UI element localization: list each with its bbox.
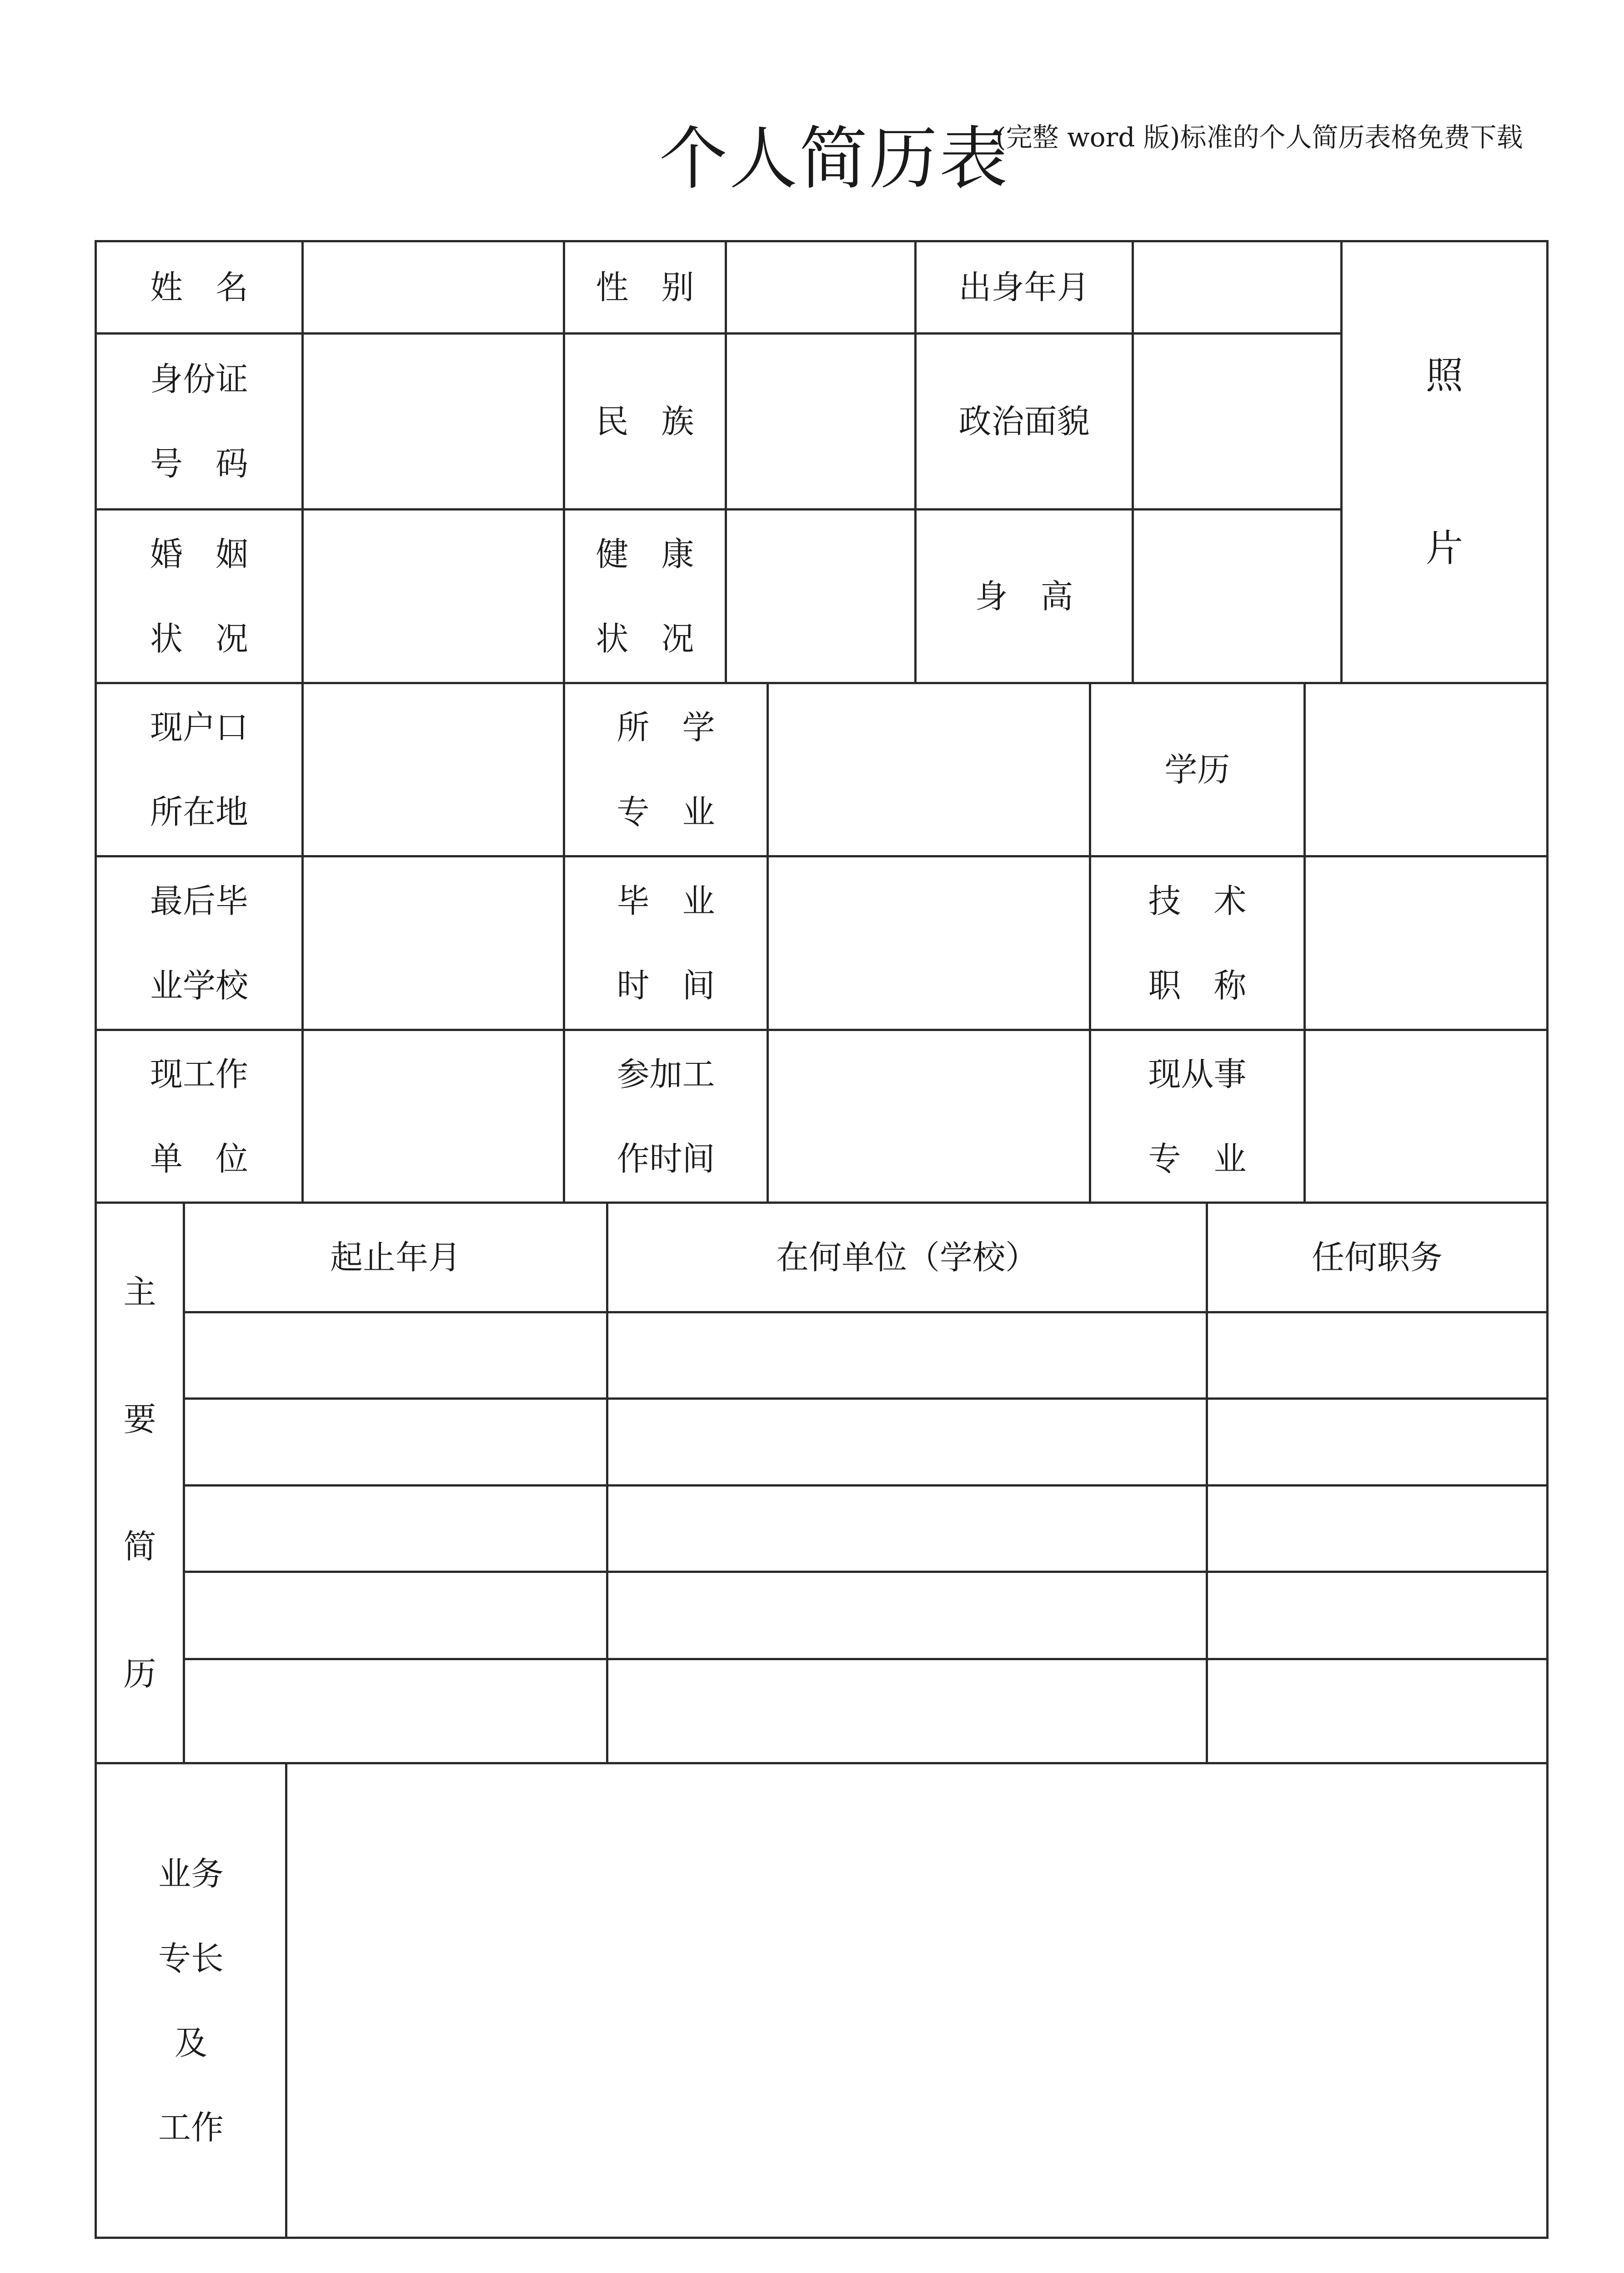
work-start-field[interactable] (769, 1031, 1089, 1202)
experience-header-employer: 在何单位（学校） (776, 1238, 1038, 1277)
gender-field[interactable] (727, 242, 914, 332)
experience-section-label: 主 要 简 历 (123, 1273, 156, 1693)
experience-row[interactable] (185, 1313, 1546, 1397)
experience-row[interactable] (185, 1660, 1546, 1762)
experience-row[interactable] (185, 1487, 1546, 1571)
height-field[interactable] (1134, 511, 1340, 682)
current-field-field[interactable] (1306, 1031, 1546, 1202)
politics-field[interactable] (1134, 335, 1340, 508)
technical-title-field[interactable] (1306, 857, 1546, 1029)
technical-title-label: 技 术 职 称 (1148, 881, 1247, 1005)
ethnicity-field[interactable] (727, 335, 914, 508)
current-employer-label: 现工作 单 位 (150, 1055, 248, 1178)
birth-field[interactable] (1134, 242, 1340, 332)
current-employer-field[interactable] (304, 1031, 563, 1202)
height-label: 身 高 (975, 577, 1073, 616)
politics-label: 政治面貌 (958, 402, 1090, 441)
education-field[interactable] (1306, 684, 1546, 855)
health-label: 健 康 状 况 (596, 535, 694, 658)
page-subtitle: (完整 word 版)标准的个人简历表格免费下载 (996, 122, 1523, 153)
experience-header-position: 任何职务 (1311, 1238, 1443, 1277)
gender-label: 性 别 (596, 268, 694, 306)
birth-label: 出身年月 (958, 268, 1090, 306)
table-line (95, 2237, 1549, 2239)
graduation-time-label: 毕 业 时 间 (617, 881, 715, 1005)
major-label: 所 学 专 业 (617, 708, 715, 831)
photo-label-line: 片 (1425, 526, 1463, 570)
photo-box[interactable] (1343, 242, 1546, 682)
work-start-label: 参加工 作时间 (617, 1055, 715, 1178)
hukou-label: 现户口 所在地 (150, 708, 248, 831)
marital-field[interactable] (304, 511, 563, 682)
experience-row[interactable] (185, 1400, 1546, 1484)
table-line (1546, 240, 1549, 2239)
health-field[interactable] (727, 511, 914, 682)
id-number-field[interactable] (304, 335, 563, 508)
graduated-school-field[interactable] (304, 857, 563, 1029)
hukou-field[interactable] (304, 684, 563, 855)
current-field-label: 现从事 专 业 (1148, 1055, 1247, 1178)
photo-label-line: 照 (1425, 354, 1463, 397)
page-title: 个人简历表 (659, 120, 1010, 199)
education-label: 学历 (1164, 751, 1230, 789)
name-label: 姓 名 (150, 268, 248, 306)
experience-header-dates: 起止年月 (330, 1238, 461, 1277)
business-section-label: 业务 专长 及 工作 (158, 1854, 224, 2147)
experience-row[interactable] (185, 1573, 1546, 1658)
graduated-school-label: 最后毕 业学校 (150, 881, 248, 1005)
marital-label: 婚 姻 状 况 (150, 535, 248, 658)
id-number-label: 身份证 号 码 (150, 360, 248, 483)
business-specialties-field[interactable] (287, 1764, 1546, 2237)
name-field[interactable] (304, 242, 563, 332)
ethnicity-label: 民 族 (596, 402, 694, 441)
graduation-time-field[interactable] (769, 857, 1089, 1029)
major-field[interactable] (769, 684, 1089, 855)
